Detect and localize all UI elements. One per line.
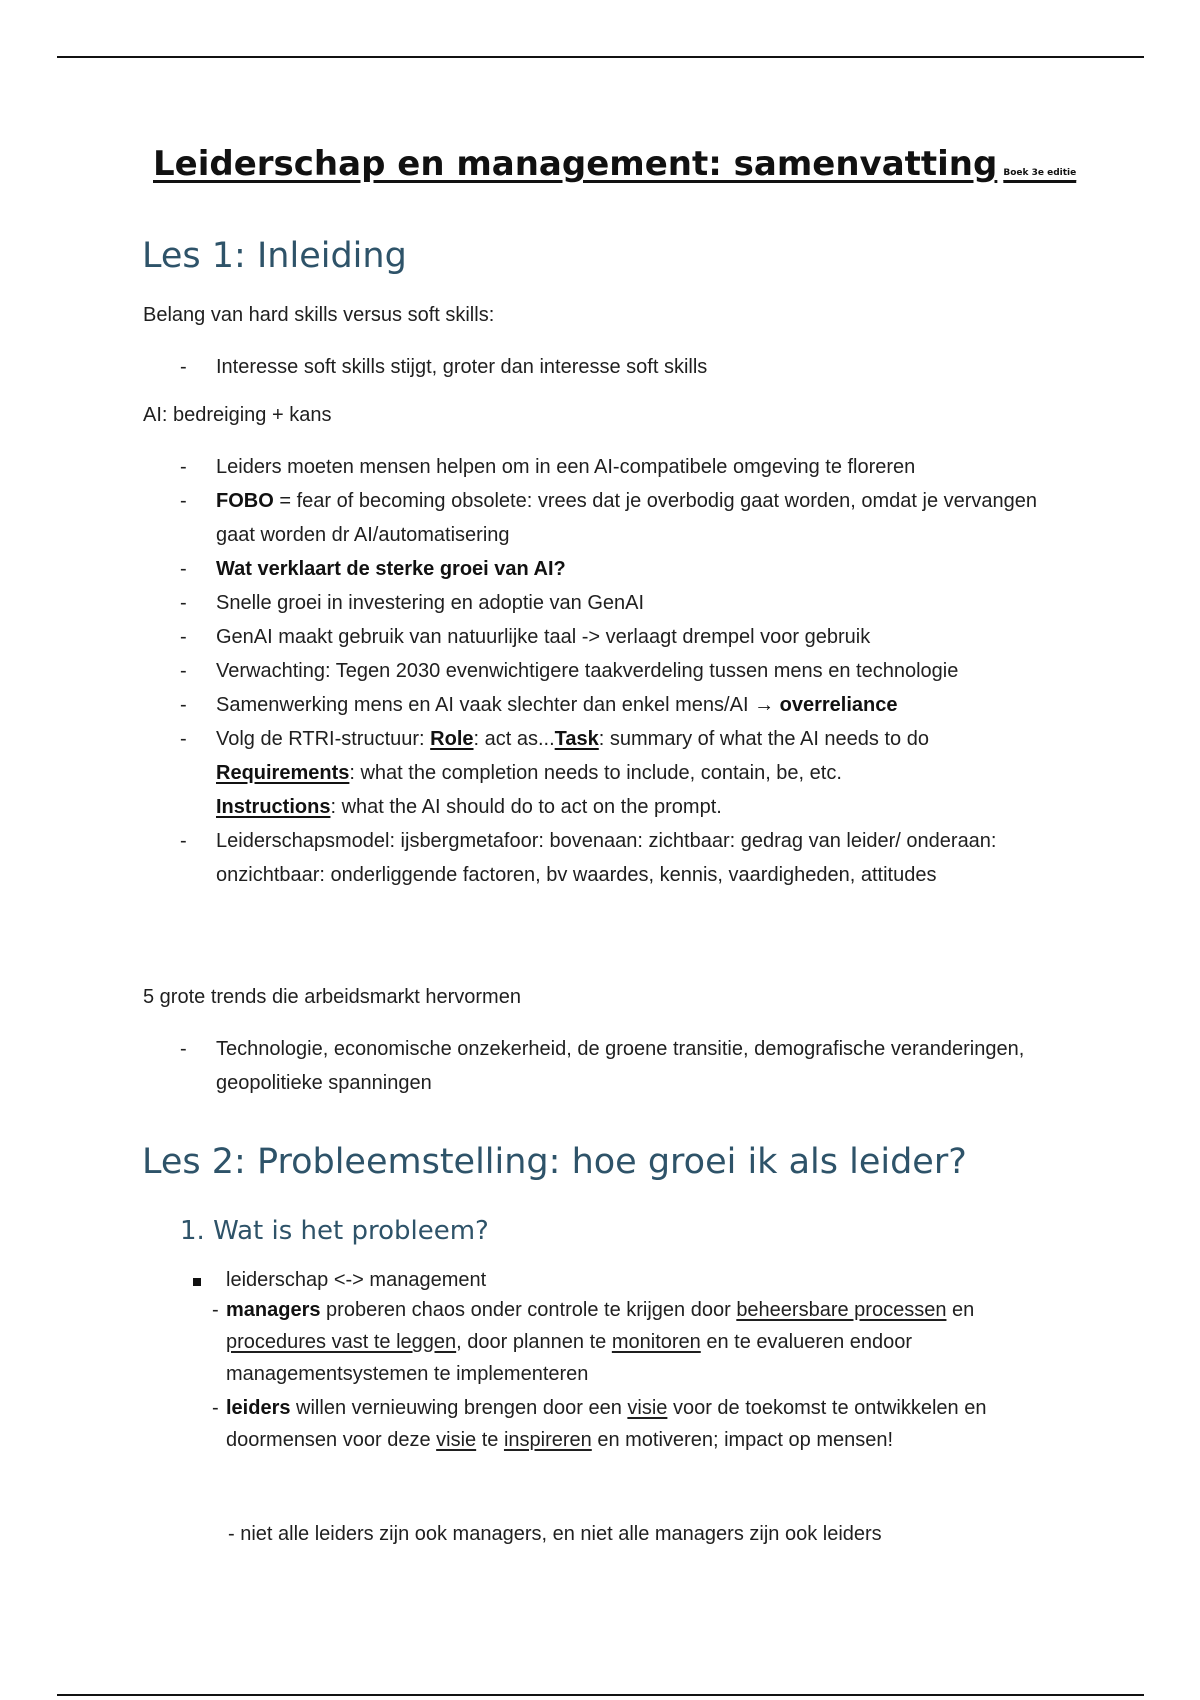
managers-text: en [946,1299,975,1321]
paragraph-skills: Belang van hard skills versus soft skills: [143,304,495,326]
managers-text: en te evalueren endoor managementsystemen te implementeren [226,1331,913,1385]
paragraph-trends: 5 grote trends die arbeidsmarkt hervormen [143,986,521,1008]
list-trends [180,1032,1080,1100]
list-item: - GenAI maakt gebruik van natuurlijke taal -> verlaagt drempel voor gebruik [180,620,1080,654]
bottom-rule [57,1694,1144,1696]
rtri-role-text: : act as... [473,728,555,750]
arrow-right-icon: → [754,694,775,716]
managers-underline: beheersbare processen [736,1299,947,1321]
fobo-definition: = fear of becoming obsolete: vrees dat je overbodig gaat worden, omdat je vervangen gaat worden dr AI/automatisering [216,490,1038,546]
managers-term: managers [226,1299,321,1321]
heading-les2: Les 2: Probleemstelling: hoe groei ik als leider? [142,1142,967,1182]
overreliance-term: overreliance [774,694,898,716]
leiders-text: voor de toekomst te ontwikkelen en doormensen voor deze [226,1397,987,1451]
overreliance-text: Samenwerking mens en AI vaak slechter dan enkel mens/AI [216,694,755,716]
list-item: - Verwachting: Tegen 2030 evenwichtigere taakverdeling tussen mens en technologie [180,654,1080,688]
leiders-underline: visie [436,1429,477,1451]
managers-underline: procedures vast te leggen [226,1331,457,1353]
rtri-task: Task [554,728,599,750]
rtri-instructions: Instructions [216,796,331,818]
list-item: - Snelle groei in investering en adoptie van GenAI [180,586,1080,620]
rtri-instructions-text: : what the AI should do to act on the prompt. [330,796,722,818]
dash-marker: - [212,1299,219,1321]
fobo-term: FOBO [216,490,274,512]
managers-definition [212,1294,1072,1390]
list-item: - Interesse soft skills stijgt, groter dan interesse soft skills [180,350,1080,384]
managers-text: , door plannen te [456,1331,612,1353]
leiders-underline: visie [627,1397,668,1419]
rtri-role: Role [430,728,474,750]
rtri-task-text: : summary of what the AI needs to do [598,728,929,750]
subheading-probleem: 1. Wat is het probleem? [180,1216,489,1246]
bullet-leiderschap-management: leiderschap <-> management [226,1269,487,1291]
leiders-term: leiders [226,1397,291,1419]
document-title [153,144,1113,184]
list-item-fobo [180,484,1080,552]
list-item: - Leiderschapsmodel: ijsbergmetafoor: bovenaan: zichtbaar: gedrag van leider/ onderaan: onzichtbaar: onderliggende factoren, bv waardes, kennis, vaardigheden, attitudes [180,824,1080,892]
list-item-rtri [180,722,1080,824]
leiders-text: te [476,1429,504,1451]
question-ai-growth: Wat verklaart de sterke groei van AI? [216,558,566,580]
note-leiders-managers: - niet alle leiders zijn ook managers, en niet alle managers zijn ook leiders [228,1523,882,1545]
leiders-text: willen vernieuwing brengen door een [290,1397,628,1419]
leiders-underline: inspireren [503,1429,592,1451]
paragraph-ai: AI: bedreiging + kans [143,404,332,426]
leiders-text: en motiveren; impact op mensen! [591,1429,894,1451]
list-ai [180,450,1080,892]
list-skills [180,350,1080,384]
rtri-requirements-text: : what the completion needs to include, contain, be, etc. [349,762,842,784]
managers-text: proberen chaos onder controle te krijgen door [320,1299,737,1321]
list-item: - Leiders moeten mensen helpen om in een AI-compatibele omgeving te floreren [180,450,1080,484]
top-rule [57,56,1144,58]
list-item-overreliance [180,688,1080,722]
dash-marker: - [212,1397,219,1419]
edition-label: Boek 3e editie [1003,168,1077,178]
document-title-text: Leiderschap en management: samenvatting [153,144,998,184]
rtri-requirements: Requirements [216,762,350,784]
list-item [180,552,1080,586]
square-bullet-icon [193,1278,201,1286]
leiders-definition [212,1392,1072,1456]
managers-underline: monitoren [611,1331,701,1353]
list-item: - Technologie, economische onzekerheid, de groene transitie, demografische veranderingen, geopolitieke spanningen [180,1032,1080,1100]
heading-les1: Les 1: Inleiding [142,236,407,276]
rtri-intro: Volg de RTRI-structuur: [216,728,431,750]
